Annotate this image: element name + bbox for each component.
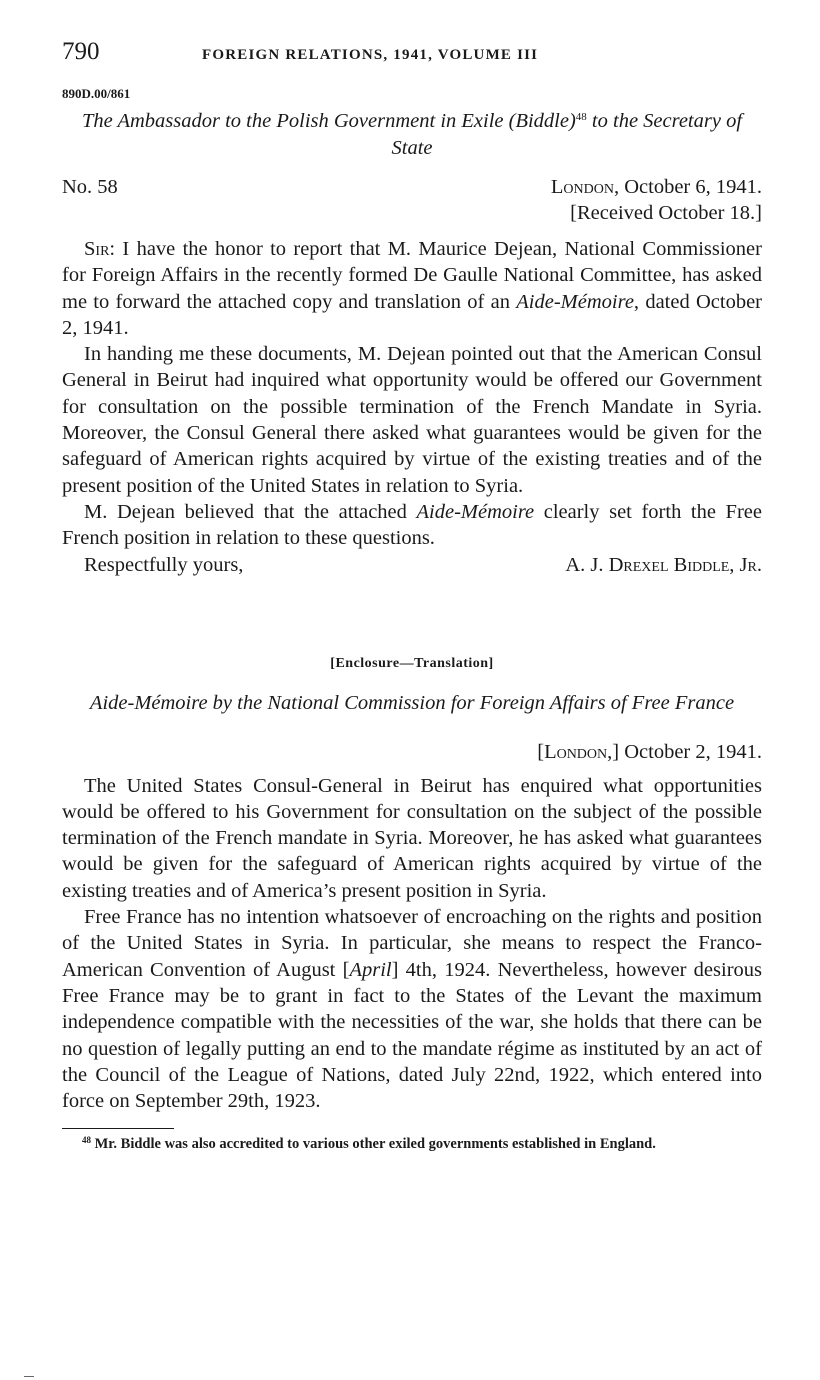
dateline-row bbox=[62, 174, 762, 200]
running-head bbox=[62, 38, 762, 70]
aide-memoire-term: Aide-Mémoire bbox=[416, 500, 535, 523]
file-number: 890D.00/861 bbox=[62, 86, 131, 101]
closing-row bbox=[62, 552, 762, 578]
document-page bbox=[62, 38, 762, 1154]
footnote-divider bbox=[62, 1128, 174, 1129]
enclosure-date-open: [ bbox=[537, 740, 545, 763]
letter-paragraph-1-text: : I have the honor to report that M. Maurice Dejean, National Commissioner for Foreign Affairs in the recently formed De Gaulle National Committee, has asked me to forward the attached copy and translation of an bbox=[62, 238, 762, 313]
footnote bbox=[62, 1135, 762, 1154]
enclosure-paragraph-2 bbox=[62, 904, 762, 1114]
dateline-date: , October 6, 1941. bbox=[613, 176, 762, 198]
dateline bbox=[551, 174, 762, 200]
received-note: [Received October 18.] bbox=[570, 202, 762, 224]
enclosure-label: [Enclosure—Translation] bbox=[330, 655, 494, 671]
enclosure-paragraph-1: The United States Consul-General in Beirut has enquired what opportunities would be offered to his Government for consultation on the subject of the possible termination of the French mandate in Syria. Moreover, he has asked what guarantees would be given for the safeguard of American rights acquired by virtue of the existing treaties and of America’s present position in Syria. bbox=[62, 774, 762, 902]
signature: A. J. Drexel Biddle, Jr. bbox=[565, 553, 762, 576]
letter-heading-part2: to the Secretary of State bbox=[391, 110, 743, 159]
enclosure-body bbox=[62, 773, 762, 1115]
enclosure-dateline bbox=[62, 739, 762, 765]
enclosure-date-rest: ,] October 2, 1941. bbox=[607, 740, 762, 763]
edge-mark bbox=[24, 1376, 34, 1377]
complimentary-close: Respectfully yours, bbox=[84, 553, 244, 576]
enclosure-paragraph-2-end: ] 4th, 1924. Nevertheless, however desirous Free France may be to grant in fact to the States of the Levant the maximum independence compatible with the necessities of the war, she holds that there can be no question of legally putting an end to the mandate régime as instituted by an act of the Council of the League of Nations, dated July 22nd, 1922, which entered into force on September 29th, 1923. bbox=[62, 958, 762, 1113]
footnote-marker: 48 bbox=[82, 1135, 91, 1146]
letter-heading-part1: The Ambassador to the Polish Government in Exile (Biddle) bbox=[81, 110, 576, 132]
footnote-text: Mr. Biddle was also accredited to various other exiled governments established in England. bbox=[91, 1136, 656, 1153]
footnote-reference: 48 bbox=[575, 111, 587, 123]
letter-body bbox=[62, 236, 762, 552]
page-number: 790 bbox=[62, 38, 100, 65]
aide-memoire-term: Aide-Mémoire bbox=[516, 290, 634, 313]
document-number: No. 58 bbox=[62, 176, 118, 198]
letter-paragraph-2: In handing me these documents, M. Dejean pointed out that the American Consul General in Beirut had inquired what opportunity would be offered our Government for consultation on the possible termination of the French Mandate in Syria. Moreover, the Consul General there asked what guarantees would be given for the safeguard of American rights acquired by virtue of the existing treaties and of the present position of the United States in relation to Syria. bbox=[62, 343, 762, 497]
letter-paragraph-3-end: clearly set forth the Free French position in relation to these questions. bbox=[62, 500, 762, 550]
enclosure-date-place: London bbox=[544, 740, 608, 763]
running-title: FOREIGN RELATIONS, 1941, VOLUME III bbox=[202, 47, 539, 63]
letter-paragraph-3-start: M. Dejean believed that the attached bbox=[84, 500, 417, 523]
letter-paragraph-1-end: , dated October 2, 1941. bbox=[62, 290, 762, 339]
dateline-place: London bbox=[550, 176, 614, 198]
letter-heading bbox=[62, 108, 762, 162]
salutation: Sir bbox=[84, 238, 110, 260]
april-correction: April bbox=[349, 958, 392, 981]
letter-paragraph-3 bbox=[62, 499, 762, 552]
enclosure-paragraph-2-start: Free France has no intention whatsoever of encroaching on the rights and position of the United States in Syria. In particular, she means to respect the Franco-American Convention of August [ bbox=[62, 906, 762, 981]
letter-paragraph-1 bbox=[62, 236, 762, 341]
enclosure-heading: Aide-Mémoire by the National Commission for Foreign Affairs of Free France bbox=[89, 691, 735, 714]
